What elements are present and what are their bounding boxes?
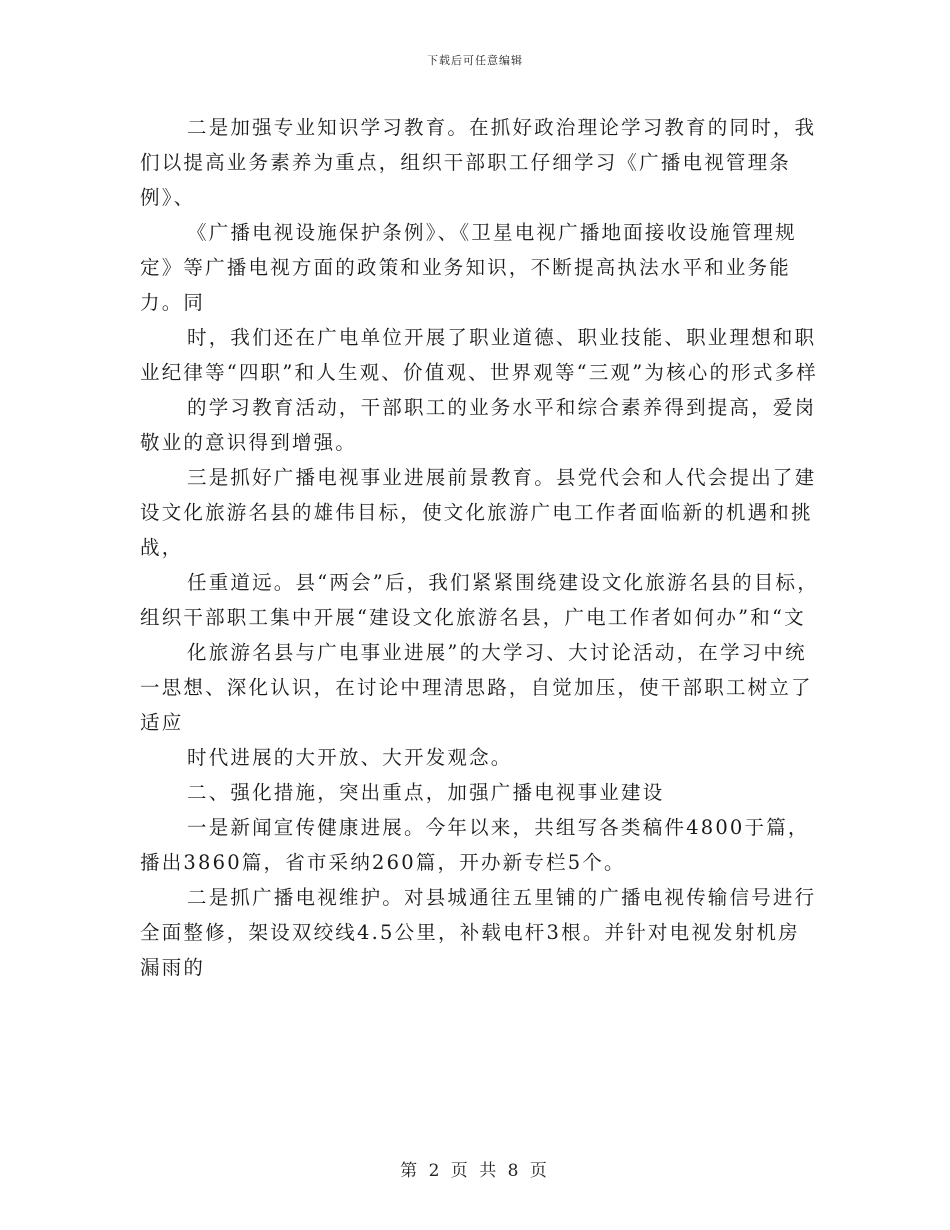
- paragraph: 二是加强专业知识学习教育。在抓好政治理论学习教育的同时，我们以提高业务素养为重点，组织干部职工仔细学习《广播电视管理条例》、: [140, 116, 817, 209]
- paragraph: 任重道远。县“两会”后，我们紧紧围绕建设文化旅游名县的目标，组织干部职工集中开展“建设文化旅游名县，广电工作者如何办”和“文: [140, 571, 819, 629]
- section-heading: 二、强化措施，突出重点，加强广播电视事业建设: [187, 781, 665, 804]
- document-body: [140, 110, 820, 985]
- paragraph: 时，我们还在广电单位开展了职业道德、职业技能、职业理想和职业纪律等“四职”和人生观、价值观、世界观等“三观”为核心的形式多样: [140, 326, 818, 384]
- paragraph: 时代进展的大开放、大开发观念。: [187, 746, 513, 769]
- page-number: 第 2 页 共 8 页: [400, 1161, 550, 1181]
- paragraph: 《广播电视设施保护条例》、《卫星电视广播地面接收设施管理规定》等广播电视方面的政策和业务知识，不断提高执法水平和业务能力。同: [140, 221, 797, 314]
- page-header: 下载后可任意编辑: [427, 54, 523, 67]
- paragraph: 三是抓好广播电视事业进展前景教育。县党代会和人代会提出了建设文化旅游名县的雄伟目标，使文化旅游广电工作者面临新的机遇和挑战，: [140, 466, 817, 559]
- paragraph: 二是抓广播电视维护。对县城通往五里铺的广播电视传输信号进行全面整修，架设双绞线4.5公里，补载电杆3根。并针对电视发射机房漏雨的: [140, 886, 817, 979]
- paragraph: 化旅游名县与广电事业进展”的大学习、大讨论活动，在学习中统一思想、深化认识，在讨论中理清思路，自觉加压，使干部职工树立了适应: [140, 641, 813, 734]
- paragraph: 的学习教育活动，干部职工的业务水平和综合素养得到提高，爱岗敬业的意识得到增强。: [140, 396, 817, 454]
- paragraph: 一是新闻宣传健康进展。今年以来，共组写各类稿件4800于篇，播出3860篇，省市采纳260篇，开办新专栏5个。: [140, 816, 810, 874]
